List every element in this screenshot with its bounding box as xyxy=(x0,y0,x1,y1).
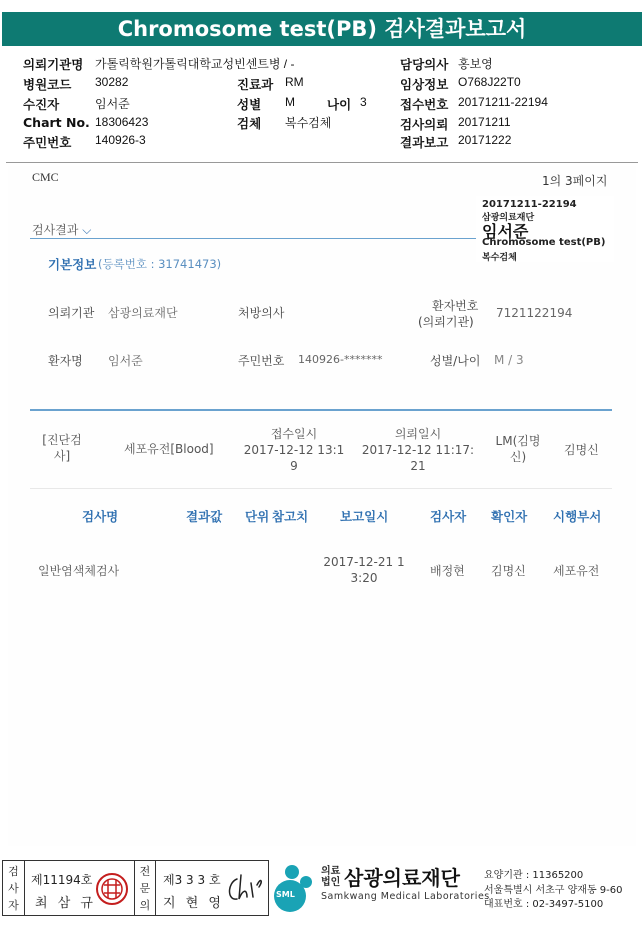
results-tab[interactable] xyxy=(32,221,91,238)
diag-lm: LM(김명 신) xyxy=(495,434,541,464)
header-label: 임상정보 xyxy=(400,77,449,92)
table-header: 검사명 xyxy=(82,509,119,524)
table-header: 확인자 xyxy=(491,509,528,524)
header-label: 진료과 xyxy=(237,77,274,92)
phone: 대표번호 : 02-3497-5100 xyxy=(484,899,604,910)
sticker-patient: 임서준 xyxy=(482,222,529,241)
inspector-name: 최 삼 규 xyxy=(35,896,96,911)
signature-box xyxy=(2,860,269,916)
department: 세포유전 xyxy=(553,564,600,578)
header-value: M xyxy=(285,95,295,109)
table-header: 참고치 xyxy=(272,509,309,524)
section-divider xyxy=(30,409,612,411)
specialist-title: 전 문 의 xyxy=(134,861,156,915)
header-value: 홍보영 xyxy=(458,57,493,71)
table-header: 단위 xyxy=(245,509,270,524)
inspector-title: 검 사 자 xyxy=(3,861,25,915)
diag-received: 접수일시 2017-12-12 13:1 9 xyxy=(243,427,345,473)
header-label: 접수번호 xyxy=(400,97,449,112)
header-value: 가톨릭학원가톨릭대학교성빈센트병 / - xyxy=(95,57,295,71)
tab-underline xyxy=(30,238,476,239)
sml-logo-icon xyxy=(270,862,318,914)
org-english-name: Samkwang Medical Laboratories xyxy=(321,891,490,902)
header-label: 검사의뢰 xyxy=(400,117,449,132)
table-header: 검사자 xyxy=(430,509,467,524)
diag-confirmer: 김명신 xyxy=(564,443,599,457)
header-label: Chart No. xyxy=(23,115,90,130)
header-value: 20171211-22194 xyxy=(458,95,548,109)
info-label: 의뢰기관 xyxy=(48,306,95,320)
info-value: 삼광의료재단 xyxy=(108,306,178,320)
test-name: 일반염색체검사 xyxy=(38,564,120,578)
inspector-license-no: 제11194호 xyxy=(31,873,93,887)
info-value: 140926-******* xyxy=(298,353,383,366)
header-value: 30282 xyxy=(95,75,129,89)
diag-department: 세포유전[Blood] xyxy=(124,442,214,456)
info-label: 성별/나이 xyxy=(430,354,481,368)
header-label: 수진자 xyxy=(23,97,60,112)
signature-icon xyxy=(223,871,265,907)
diag-category: [진단검 사] xyxy=(42,433,82,463)
header-label: 검체 xyxy=(237,116,262,131)
header-value: RM xyxy=(285,75,304,89)
results-tab-label: 검사결과 xyxy=(32,223,79,237)
header-label: 의뢰기관명 xyxy=(23,57,84,72)
header-divider xyxy=(6,162,638,163)
tester: 배정현 xyxy=(430,564,465,578)
header-label: 성별 xyxy=(237,97,262,112)
info-label-sub: (의뢰기관) xyxy=(418,315,474,329)
header-value: 임서준 xyxy=(95,97,130,111)
logo-text: SML xyxy=(276,890,295,899)
confirmer: 김명신 xyxy=(491,564,526,578)
sticker-test: Chromosome test(PB) xyxy=(482,237,606,248)
info-label: 환자번호 xyxy=(432,299,479,313)
header-value: 3 xyxy=(360,95,367,109)
header-label: 주민번호 xyxy=(23,135,72,150)
header-label: 결과보고 xyxy=(400,135,449,150)
org-prefix: 의료 법인 xyxy=(321,866,341,888)
info-label: 주민번호 xyxy=(238,354,285,368)
header-value: 140926-3 xyxy=(95,133,146,147)
cmc-mark: CMC xyxy=(32,170,59,184)
chevron-down-icon: ⌵ xyxy=(82,223,92,237)
header-label: 병원코드 xyxy=(23,77,72,92)
seal-stamp-icon xyxy=(95,872,129,906)
page-indicator: 1의 3페이지 xyxy=(542,174,608,188)
table-header: 결과값 xyxy=(186,509,223,524)
info-value: 임서준 xyxy=(108,354,143,368)
report-title: Chromosome test(PB) 검사결과보고서 xyxy=(2,12,642,46)
sticker-specimen: 복수검체 xyxy=(482,253,517,263)
registration-number: (등록번호 : 31741473) xyxy=(98,257,222,271)
specialist-license-no: 제3 3 3 호 xyxy=(163,873,221,887)
header-value: 18306423 xyxy=(95,115,149,129)
label-sticker xyxy=(476,196,614,262)
header-value: 20171222 xyxy=(458,133,512,147)
sticker-receipt-no: 20171211-22194 xyxy=(482,199,577,210)
info-label: 처방의사 xyxy=(238,306,285,320)
table-header: 시행부서 xyxy=(553,509,602,524)
header-label: 나이 xyxy=(327,97,352,112)
specialist-name: 지 현 영 xyxy=(163,896,224,911)
care-code: 요양기관 : 11365200 xyxy=(484,870,584,881)
sticker-org: 삼광의료재단 xyxy=(482,213,535,223)
diag-requested: 의뢰일시 2017-12-12 11:17: 21 xyxy=(361,427,475,473)
header-label: 담당의사 xyxy=(400,57,449,72)
org-name: 삼광의료재단 xyxy=(344,866,460,890)
table-header: 보고일시 xyxy=(340,509,389,524)
info-value: M / 3 xyxy=(494,353,524,367)
title-bar xyxy=(0,0,644,46)
info-value: 7121122194 xyxy=(496,306,573,320)
header-value: 20171211 xyxy=(458,115,511,129)
header-value: 복수검체 xyxy=(285,116,332,130)
row-divider xyxy=(30,488,612,489)
basic-info-title: 기본정보 xyxy=(48,257,97,272)
header-value: O768J22T0 xyxy=(458,75,521,89)
info-label: 환자명 xyxy=(48,354,83,368)
report-datetime: 2017-12-21 1 3:20 xyxy=(323,555,405,585)
address: 서울특별시 서초구 양재동 9-60 xyxy=(484,885,623,896)
